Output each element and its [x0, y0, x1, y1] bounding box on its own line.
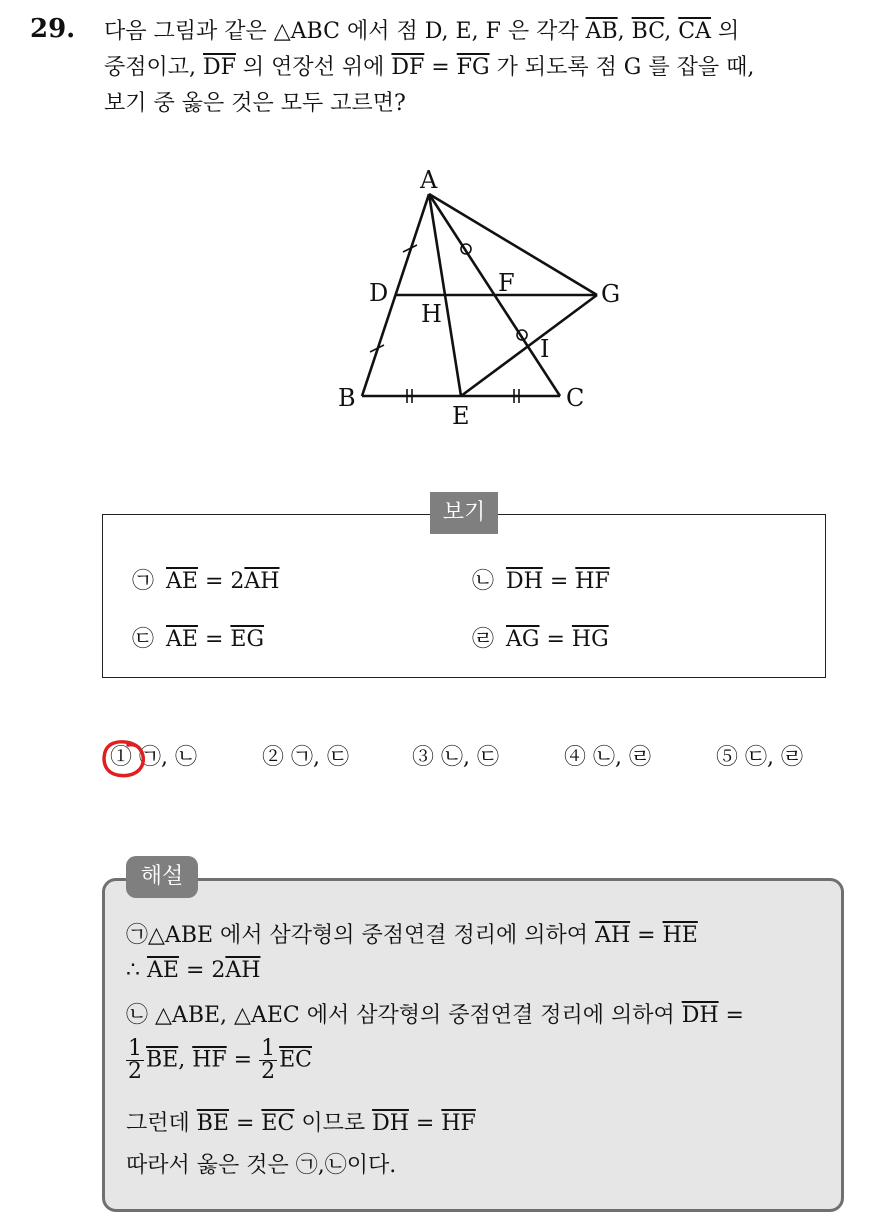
explanation-line-1: ㉠△ABE 에서 삼각형의 중점연결 정리에 의하여 $\overline{AH} = \overline{HE}$	[126, 923, 698, 948]
choice-2[interactable]: ② ㉠, ㉢	[262, 745, 350, 770]
segment-fg: $\overline{FG}$	[456, 55, 490, 80]
point-f-label: F	[498, 269, 515, 297]
point-c-label: C	[566, 384, 585, 412]
bogi-marker: ㉣	[472, 627, 495, 652]
bogi-item-4: ㉣ $\overline{AG} = \overline{HG}$	[472, 622, 609, 653]
segment-eg	[461, 295, 597, 396]
fraction-half-2: $\frac{1}{2}$	[261, 1036, 276, 1084]
fraction-half: $\frac{1}{2}$	[128, 1036, 142, 1084]
explanation-line-2: ∴ $\overline{AE} = 2\overline{AH}$	[126, 958, 261, 983]
point-b-label: B	[338, 384, 356, 412]
bogi-title: 보기	[430, 492, 498, 534]
point-a-label: A	[420, 166, 438, 194]
explanation-line-5: 그런데 $\overline{BE} = \overline{EC}$ 이므로 $\overline{DH} = \overline{HF}$	[126, 1111, 476, 1136]
point-e-label: E	[452, 402, 470, 430]
segment-ca: $\overline{CA}$	[678, 19, 712, 44]
bogi-item-3: ㉢ $\overline{AE} = \overline{EG}$	[132, 622, 264, 653]
segment-bc: $\overline{BC}$	[631, 19, 665, 44]
segment-df: $\overline{DF}$	[203, 55, 236, 80]
segment-ab: $\overline{AB}$	[585, 19, 618, 44]
question-line-3: 보기 중 옳은 것은 모두 고르면?	[104, 91, 406, 116]
answer-circle-mark	[101, 739, 145, 779]
bogi-box	[102, 514, 826, 678]
bogi-marker: ㉠	[132, 569, 155, 594]
point-i-label: I	[540, 335, 550, 363]
choice-4[interactable]: ④ ㉡, ㉣	[564, 745, 652, 770]
question-line-1: 다음 그림과 같은 △ABC 에서 점 D, E, F 은 각각 $\overline{AB}$, $\overline{BC}$, $\overline{CA}$ 의	[104, 19, 740, 44]
choice-5[interactable]: ⑤ ㉢, ㉣	[716, 745, 804, 770]
triangle-figure	[320, 160, 640, 440]
bogi-marker: ㉡	[472, 569, 495, 594]
bogi-item-1: ㉠ $\overline{AE} = 2\overline{AH}$	[132, 564, 279, 595]
choice-1[interactable]: ① ㉠, ㉡	[110, 745, 198, 770]
choice-3[interactable]: ③ ㉡, ㉢	[412, 745, 500, 770]
question-text	[104, 14, 864, 122]
bogi-marker: ㉢	[132, 627, 155, 652]
point-g-label: G	[601, 280, 621, 308]
point-d-label: D	[369, 279, 389, 307]
explanation-line-6: 따라서 옳은 것은 ㉠,㉡이다.	[126, 1153, 397, 1178]
point-h-label: H	[421, 300, 442, 328]
bogi-item-2: ㉡ $\overline{DH} = \overline{HF}$	[472, 564, 610, 595]
explanation-title: 해설	[126, 856, 198, 898]
question-number: 29.	[30, 14, 76, 44]
question-line-2: 중점이고, $\overline{DF}$ 의 연장선 위에 $\overline{DF} = \overline{FG}$ 가 되도록 점 G 를 잡을 때,	[104, 55, 755, 80]
explanation-line-4: $\frac{1}{2}$ $\overline{BE}$, $\overline{HF}$ = $\frac{1}{2}$ $\overline{EC}$	[128, 1036, 313, 1084]
segment-df-2: $\overline{DF}$	[391, 55, 425, 80]
explanation-line-3: ㉡ △ABE, △AEC 에서 삼각형의 중점연결 정리에 의하여 $\overline{DH}$ =	[126, 1003, 744, 1028]
